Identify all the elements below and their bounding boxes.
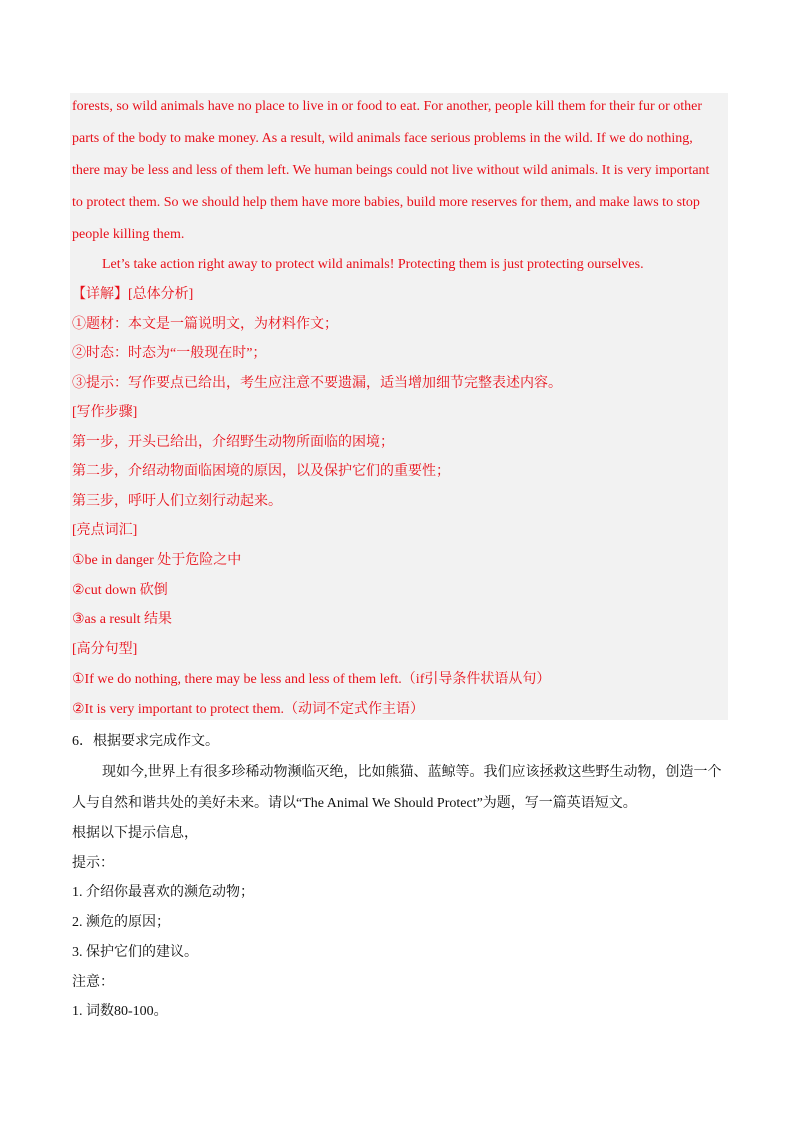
essay-line: forests, so wild animals have no place to live in or food to eat. For another, people kill them for their fur or other <box>72 99 703 114</box>
analysis-line: ②It is very important to protect them.（动词不定式作主语） <box>72 702 425 717</box>
analysis-line: ③as a result 结果 <box>72 612 173 627</box>
analysis-line: 第二步，介绍动物面临困境的原因，以及保护它们的重要性； <box>72 464 450 479</box>
hint-item: 2. 濒危的原因； <box>72 915 170 930</box>
analysis-section-label: [高分句型] <box>72 642 138 657</box>
analysis-line: ①题材：本文是一篇说明文，为材料作文； <box>72 317 338 332</box>
analysis-line: 第三步，呼吁人们立刻行动起来。 <box>72 494 282 509</box>
info-label: 根据以下提示信息， <box>72 826 198 841</box>
question-intro-line: 现如今,世界上有很多珍稀动物濒临灭绝，比如熊猫、蓝鲸等。我们应该拯救这些野生动物，创造一个 <box>102 765 722 780</box>
analysis-line: ①If we do nothing, there may be less and less of them left.（if引导条件状语从句） <box>72 672 551 687</box>
essay-line: there may be less and less of them left. We human beings could not live without wild animals. It is very important <box>72 163 710 178</box>
essay-line: parts of the body to make money. As a result, wild animals face serious problems in the wild. If we do nothing, <box>72 131 693 146</box>
essay-line: people killing them. <box>72 227 185 242</box>
hint-label: 提示： <box>72 856 114 871</box>
analysis-line: ②cut down 砍倒 <box>72 583 168 598</box>
note-label: 注意： <box>72 975 114 990</box>
question-title: 6．根据要求完成作文。 <box>72 734 219 749</box>
essay-line: to protect them. So we should help them have more babies, build more reserves for them, and make laws to stop <box>72 195 700 210</box>
question-intro-line: 人与自然和谐共处的美好未来。请以“The Animal We Should Protect”为题，写一篇英语短文。 <box>72 796 637 811</box>
analysis-line: ③提示：写作要点已给出，考生应注意不要遗漏，适当增加细节完整表述内容。 <box>72 376 562 391</box>
analysis-section-label: [亮点词汇] <box>72 523 138 538</box>
analysis-section-label: [写作步骤] <box>72 405 138 420</box>
essay-closing-line: Let’s take action right away to protect wild animals! Protecting them is just protecting ourselves. <box>102 257 644 272</box>
analysis-heading: 【详解】[总体分析] <box>72 287 194 302</box>
hint-item: 3. 保护它们的建议。 <box>72 945 198 960</box>
analysis-line: 第一步，开头已给出，介绍野生动物所面临的困境； <box>72 435 394 450</box>
analysis-line: ②时态：时态为“一般现在时”； <box>72 346 267 361</box>
analysis-line: ①be in danger 处于危险之中 <box>72 553 242 568</box>
hint-item: 1. 介绍你最喜欢的濒危动物； <box>72 885 254 900</box>
note-item: 1. 词数80-100。 <box>72 1004 168 1019</box>
